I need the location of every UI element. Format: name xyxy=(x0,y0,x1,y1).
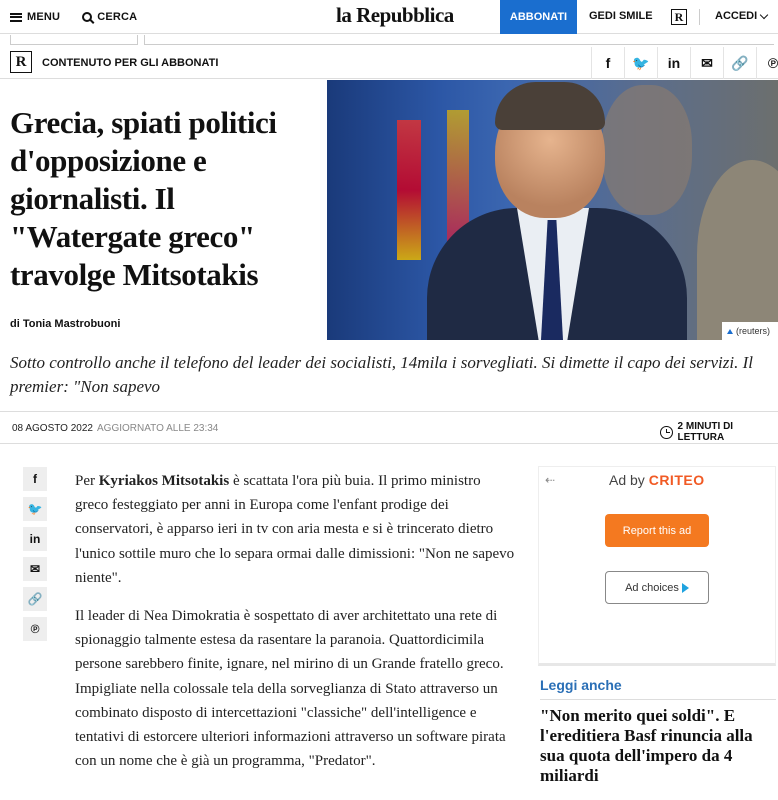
updated-time: AGGIORNATO ALLE 23:34 xyxy=(97,423,219,434)
nav-subline-left xyxy=(10,35,138,45)
article-meta-bar xyxy=(0,411,778,444)
paragraph-text: è scattata l'ora più buia. Il primo ministro greco festeggiato per anni in Europa come l'enfant prodige dei conservatori, è apparso ieri in tv con aria mesta e si è trincerato dietro l'unico sottile muro che lo separa ormai dalle dimissioni: "Non ne sapevo niente". xyxy=(75,473,515,586)
publish-date: 08 AGOSTO 2022 xyxy=(12,423,93,434)
nav-subline xyxy=(0,35,778,45)
photo-background-person xyxy=(602,85,692,215)
criteo-logo: CRITEO xyxy=(648,472,705,488)
photo-foreground-person xyxy=(697,160,778,340)
login-label: ACCEDI xyxy=(715,10,758,22)
reading-time-label: 2 MINUTI DI LETTURA xyxy=(677,421,734,443)
read-also-divider xyxy=(540,699,776,700)
facebook-icon[interactable]: f xyxy=(591,47,624,79)
email-icon[interactable]: ✉ xyxy=(23,557,47,581)
hamburger-icon xyxy=(10,13,22,22)
paragraph-text: Per xyxy=(75,473,99,489)
adchoices-icon xyxy=(682,583,689,593)
ad-back-icon[interactable]: ⇠ xyxy=(545,473,556,487)
search-icon xyxy=(82,12,92,22)
search-button[interactable] xyxy=(82,11,137,23)
pinterest-icon[interactable]: ℗ xyxy=(23,617,47,641)
photo-hair xyxy=(495,82,605,130)
share-bar-top xyxy=(591,47,778,79)
rep-plus-icon[interactable]: R xyxy=(671,9,687,25)
ad-container xyxy=(538,466,776,666)
article-headline: Grecia, spiati politici d'opposizione e giornalisti. Il "Watergate greco" travolge Mitsotakis xyxy=(10,105,277,292)
facebook-icon[interactable]: f xyxy=(23,467,47,491)
article-summary: Sotto controllo anche il telefono del leader dei socialisti, 14mila i sorvegliati. Si dimette il capo dei servizi. Il premier: "Non sapevo xyxy=(10,353,754,396)
related-article-link[interactable]: "Non merito quei soldi". E l'ereditiera Basf rinuncia alla sua quota dell'impero da 4 miliardi xyxy=(540,706,753,785)
rep-plus-badge: R xyxy=(10,51,32,73)
photo-flag-left xyxy=(397,120,421,260)
link-icon[interactable]: 🔗 xyxy=(23,587,47,611)
link-icon[interactable]: 🔗 xyxy=(723,47,756,79)
linkedin-icon[interactable]: in xyxy=(23,527,47,551)
read-also-heading: Leggi anche xyxy=(540,677,622,693)
ad-choices-button[interactable] xyxy=(605,571,709,604)
reading-time xyxy=(660,421,778,443)
body-paragraph xyxy=(75,469,515,590)
ad-by-label xyxy=(609,472,705,488)
twitter-icon[interactable]: 🐦 xyxy=(624,47,657,79)
gedi-smile-link[interactable]: GEDI SMILE xyxy=(589,10,653,22)
search-label: CERCA xyxy=(97,11,138,23)
subscribe-button[interactable]: ABBONATI xyxy=(500,0,577,34)
share-bar-side xyxy=(23,467,47,641)
top-navigation xyxy=(0,0,778,34)
photo-credit-text: (reuters) xyxy=(736,326,771,336)
subscriber-content-bar xyxy=(0,47,778,79)
nav-left xyxy=(10,0,137,34)
person-name: Kyriakos Mitsotakis xyxy=(98,473,230,489)
twitter-icon[interactable]: 🐦 xyxy=(23,497,47,521)
report-ad-button[interactable]: Report this ad xyxy=(605,514,709,547)
hero-photo[interactable] xyxy=(327,80,778,340)
clock-icon xyxy=(660,426,673,439)
menu-button[interactable] xyxy=(10,11,60,23)
login-button[interactable] xyxy=(715,10,767,22)
chevron-down-icon xyxy=(760,10,768,18)
nav-divider xyxy=(699,9,700,25)
site-logo[interactable]: la Repubblica xyxy=(336,3,454,27)
article-body xyxy=(75,469,515,787)
menu-label: MENU xyxy=(27,11,61,23)
caret-up-icon xyxy=(727,329,733,334)
nav-subline-right xyxy=(144,35,774,45)
pinterest-icon[interactable]: ℗ xyxy=(756,47,778,79)
article-byline[interactable]: di Tonia Mastrobuoni xyxy=(10,318,121,330)
linkedin-icon[interactable]: in xyxy=(657,47,690,79)
email-icon[interactable]: ✉ xyxy=(690,47,723,79)
ad-by-text: Ad by xyxy=(609,472,649,488)
body-paragraph: Il leader di Nea Dimokratia è sospettato di aver architettato una rete di spionaggio talmente estesa da rasentare la paranoia. Quattordicimila persone sarebbero finite, ignare, nel mirino di un Grande fratello greco. Impigliate nella colossale tela della sorveglianza di Stato attraverso un combinato disposto di intercettazioni "classiche" dell'intelligence e tentativi di estorcere ulteriori informazioni attraverso un software pirata con un nome che è già un programma, "Predator". xyxy=(75,608,506,770)
photo-credit xyxy=(722,322,778,340)
ad-choices-label: Ad choices xyxy=(625,581,679,594)
subscriber-content-label: CONTENUTO PER GLI ABBONATI xyxy=(42,57,219,69)
